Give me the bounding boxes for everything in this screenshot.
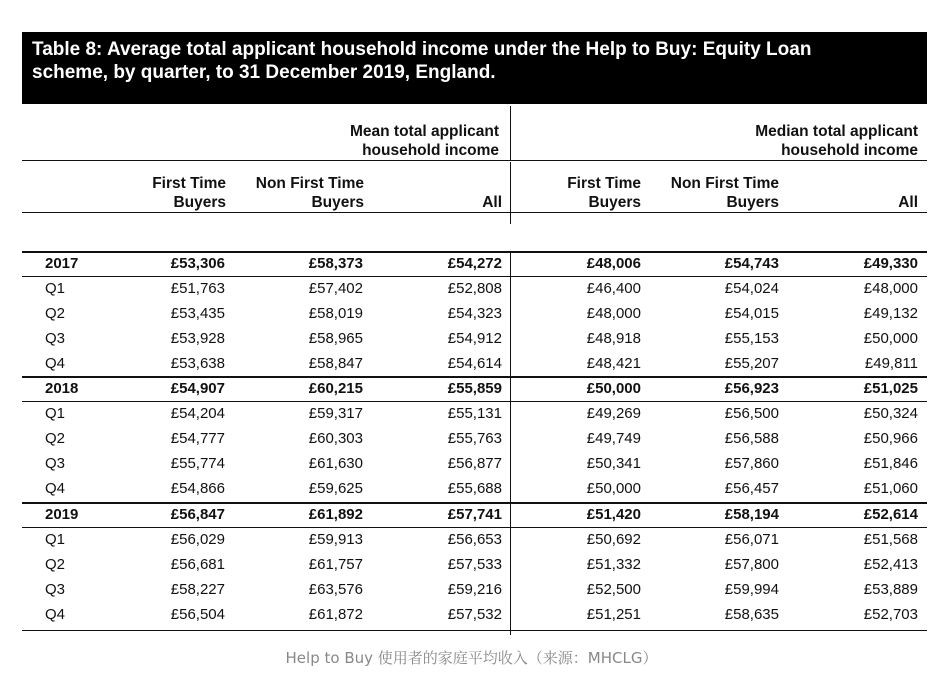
row-label: Q3	[45, 455, 66, 472]
cell-mean-all: £54,272	[447, 255, 502, 272]
cell-median-nftb: £58,635	[724, 606, 779, 623]
cell-median-all: £48,000	[863, 280, 918, 297]
cell-median-ftb: £51,251	[586, 606, 641, 623]
cell-median-all: £50,966	[863, 430, 918, 447]
cell-mean-all: £56,653	[447, 531, 502, 548]
cell-mean-nftb: £61,630	[308, 455, 363, 472]
cell-mean-ftb: £53,435	[170, 305, 225, 322]
rule-below-group-header	[22, 160, 927, 161]
cell-median-ftb: £52,500	[586, 581, 641, 598]
rule-below-column-header	[22, 212, 927, 213]
cell-median-nftb: £56,923	[724, 380, 779, 397]
group-divider-top	[510, 106, 511, 160]
row-label: Q4	[45, 606, 66, 623]
cell-median-all: £49,330	[863, 255, 918, 272]
cell-mean-all: £55,859	[447, 380, 502, 397]
cell-mean-nftb: £58,019	[308, 305, 363, 322]
mean-group-header	[300, 122, 499, 160]
cell-median-nftb: £58,194	[724, 506, 779, 523]
table-title-line-2: scheme, by quarter, to 31 December 2019, England.	[32, 62, 496, 83]
cell-median-ftb: £48,421	[586, 355, 641, 372]
cell-mean-nftb: £57,402	[308, 280, 363, 297]
cell-median-all: £52,413	[863, 556, 918, 573]
cell-mean-ftb: £55,774	[170, 455, 225, 472]
row-label: 2017	[45, 255, 79, 272]
cell-median-all: £51,846	[863, 455, 918, 472]
rule-table-bottom	[22, 630, 927, 631]
median-group-header	[700, 122, 918, 160]
cell-median-nftb: £56,457	[724, 480, 779, 497]
cell-median-nftb: £55,153	[724, 330, 779, 347]
cell-median-nftb: £59,994	[724, 581, 779, 598]
cell-median-all: £51,025	[863, 380, 918, 397]
cell-median-all: £50,000	[863, 330, 918, 347]
cell-median-all: £51,568	[863, 531, 918, 548]
cell-mean-all: £54,912	[447, 330, 502, 347]
cell-median-all: £49,132	[863, 305, 918, 322]
cell-mean-all: £55,131	[447, 405, 502, 422]
col-header-mean-nftb-line-1: Non First Time	[255, 175, 364, 192]
header-divider	[510, 162, 511, 224]
row-label: Q4	[45, 355, 66, 372]
cell-mean-all: £57,741	[447, 506, 502, 523]
cell-median-nftb: £56,588	[724, 430, 779, 447]
cell-mean-ftb: £51,763	[170, 280, 225, 297]
col-header-median-nftb-line-2: Buyers	[726, 194, 779, 211]
mean-group-header-line-2: household income	[362, 142, 499, 159]
cell-median-all: £51,060	[863, 480, 918, 497]
row-label: 2018	[45, 380, 79, 397]
col-header-mean-nftb-line-2: Buyers	[311, 194, 364, 211]
cell-mean-nftb: £59,625	[308, 480, 363, 497]
cell-mean-nftb: £58,965	[308, 330, 363, 347]
cell-mean-ftb: £53,306	[170, 255, 225, 272]
cell-median-ftb: £50,000	[586, 480, 641, 497]
cell-mean-all: £56,877	[447, 455, 502, 472]
cell-mean-ftb: £58,227	[170, 581, 225, 598]
cell-mean-all: £54,323	[447, 305, 502, 322]
cell-median-ftb: £50,692	[586, 531, 641, 548]
cell-median-ftb: £49,269	[586, 405, 641, 422]
cell-median-all: £52,703	[863, 606, 918, 623]
cell-mean-all: £57,532	[447, 606, 502, 623]
rule-above-2019	[22, 502, 927, 504]
cell-median-ftb: £46,400	[586, 280, 641, 297]
cell-mean-nftb: £59,317	[308, 405, 363, 422]
cell-mean-ftb: £56,681	[170, 556, 225, 573]
cell-mean-ftb: £53,638	[170, 355, 225, 372]
cell-mean-nftb: £60,303	[308, 430, 363, 447]
cell-mean-nftb: £60,215	[308, 380, 363, 397]
rule-below-2017	[22, 276, 927, 277]
cell-mean-ftb: £56,504	[170, 606, 225, 623]
row-label: 2019	[45, 506, 79, 523]
row-label: Q1	[45, 280, 66, 297]
row-label: Q1	[45, 405, 66, 422]
cell-mean-nftb: £61,757	[308, 556, 363, 573]
table-title-line-1: Table 8: Average total applicant household income under the Help to Buy: Equity Loan	[32, 39, 812, 60]
rule-below-2018	[22, 401, 927, 402]
cell-mean-ftb: £54,204	[170, 405, 225, 422]
col-header-mean-all: All	[482, 194, 502, 211]
median-group-header-line-2: household income	[781, 142, 918, 159]
cell-mean-nftb: £61,892	[308, 506, 363, 523]
rule-below-2019	[22, 527, 927, 528]
cell-median-all: £53,889	[863, 581, 918, 598]
cell-median-nftb: £54,024	[724, 280, 779, 297]
mean-group-header-line-1: Mean total applicant	[350, 123, 499, 140]
col-header-mean-first-time-buyers	[126, 174, 226, 212]
row-label: Q2	[45, 556, 66, 573]
col-header-median-ftb-line-2: Buyers	[588, 194, 641, 211]
row-label: Q3	[45, 581, 66, 598]
cell-mean-ftb: £54,907	[170, 380, 225, 397]
cell-mean-ftb: £56,029	[170, 531, 225, 548]
cell-mean-all: £59,216	[447, 581, 502, 598]
median-group-header-line-1: Median total applicant	[755, 123, 918, 140]
cell-mean-ftb: £53,928	[170, 330, 225, 347]
cell-mean-nftb: £59,913	[308, 531, 363, 548]
cell-median-nftb: £57,800	[724, 556, 779, 573]
col-header-median-first-time-buyers	[540, 174, 641, 212]
col-header-mean-ftb-line-2: Buyers	[173, 194, 226, 211]
cell-median-ftb: £50,341	[586, 455, 641, 472]
cell-median-all: £52,614	[863, 506, 918, 523]
body-divider	[510, 251, 511, 635]
cell-mean-all: £55,763	[447, 430, 502, 447]
cell-mean-all: £55,688	[447, 480, 502, 497]
cell-mean-ftb: £56,847	[170, 506, 225, 523]
cell-mean-nftb: £61,872	[308, 606, 363, 623]
cell-median-ftb: £48,918	[586, 330, 641, 347]
row-label: Q1	[45, 531, 66, 548]
cell-median-ftb: £51,420	[586, 506, 641, 523]
image-caption: Help to Buy 使用者的家庭平均收入（来源：MHCLG）	[285, 649, 658, 667]
table-title	[22, 32, 927, 104]
row-label: Q4	[45, 480, 66, 497]
cell-median-ftb: £49,749	[586, 430, 641, 447]
col-header-median-all: All	[898, 194, 918, 211]
row-label: Q3	[45, 330, 66, 347]
cell-mean-all: £52,808	[447, 280, 502, 297]
cell-median-nftb: £55,207	[724, 355, 779, 372]
col-header-median-non-first-time-buyers	[650, 174, 779, 212]
col-header-median-ftb-line-1: First Time	[567, 175, 641, 192]
cell-mean-nftb: £58,373	[308, 255, 363, 272]
cell-mean-all: £54,614	[447, 355, 502, 372]
cell-median-nftb: £54,743	[724, 255, 779, 272]
cell-median-ftb: £48,006	[586, 255, 641, 272]
col-header-median-nftb-line-1: Non First Time	[670, 175, 779, 192]
cell-median-ftb: £51,332	[586, 556, 641, 573]
cell-mean-nftb: £63,576	[308, 581, 363, 598]
cell-mean-all: £57,533	[447, 556, 502, 573]
row-label: Q2	[45, 305, 66, 322]
cell-median-nftb: £56,071	[724, 531, 779, 548]
cell-median-nftb: £56,500	[724, 405, 779, 422]
cell-mean-ftb: £54,777	[170, 430, 225, 447]
rule-above-2018	[22, 376, 927, 378]
cell-mean-ftb: £54,866	[170, 480, 225, 497]
cell-median-all: £49,811	[864, 355, 918, 372]
cell-median-all: £50,324	[863, 405, 918, 422]
cell-median-ftb: £50,000	[586, 380, 641, 397]
cell-mean-nftb: £58,847	[308, 355, 363, 372]
rule-above-2017	[22, 251, 927, 253]
cell-median-nftb: £54,015	[724, 305, 779, 322]
row-label: Q2	[45, 430, 66, 447]
cell-median-ftb: £48,000	[586, 305, 641, 322]
col-header-mean-non-first-time-buyers	[236, 174, 364, 212]
col-header-mean-ftb-line-1: First Time	[152, 175, 226, 192]
cell-median-nftb: £57,860	[724, 455, 779, 472]
